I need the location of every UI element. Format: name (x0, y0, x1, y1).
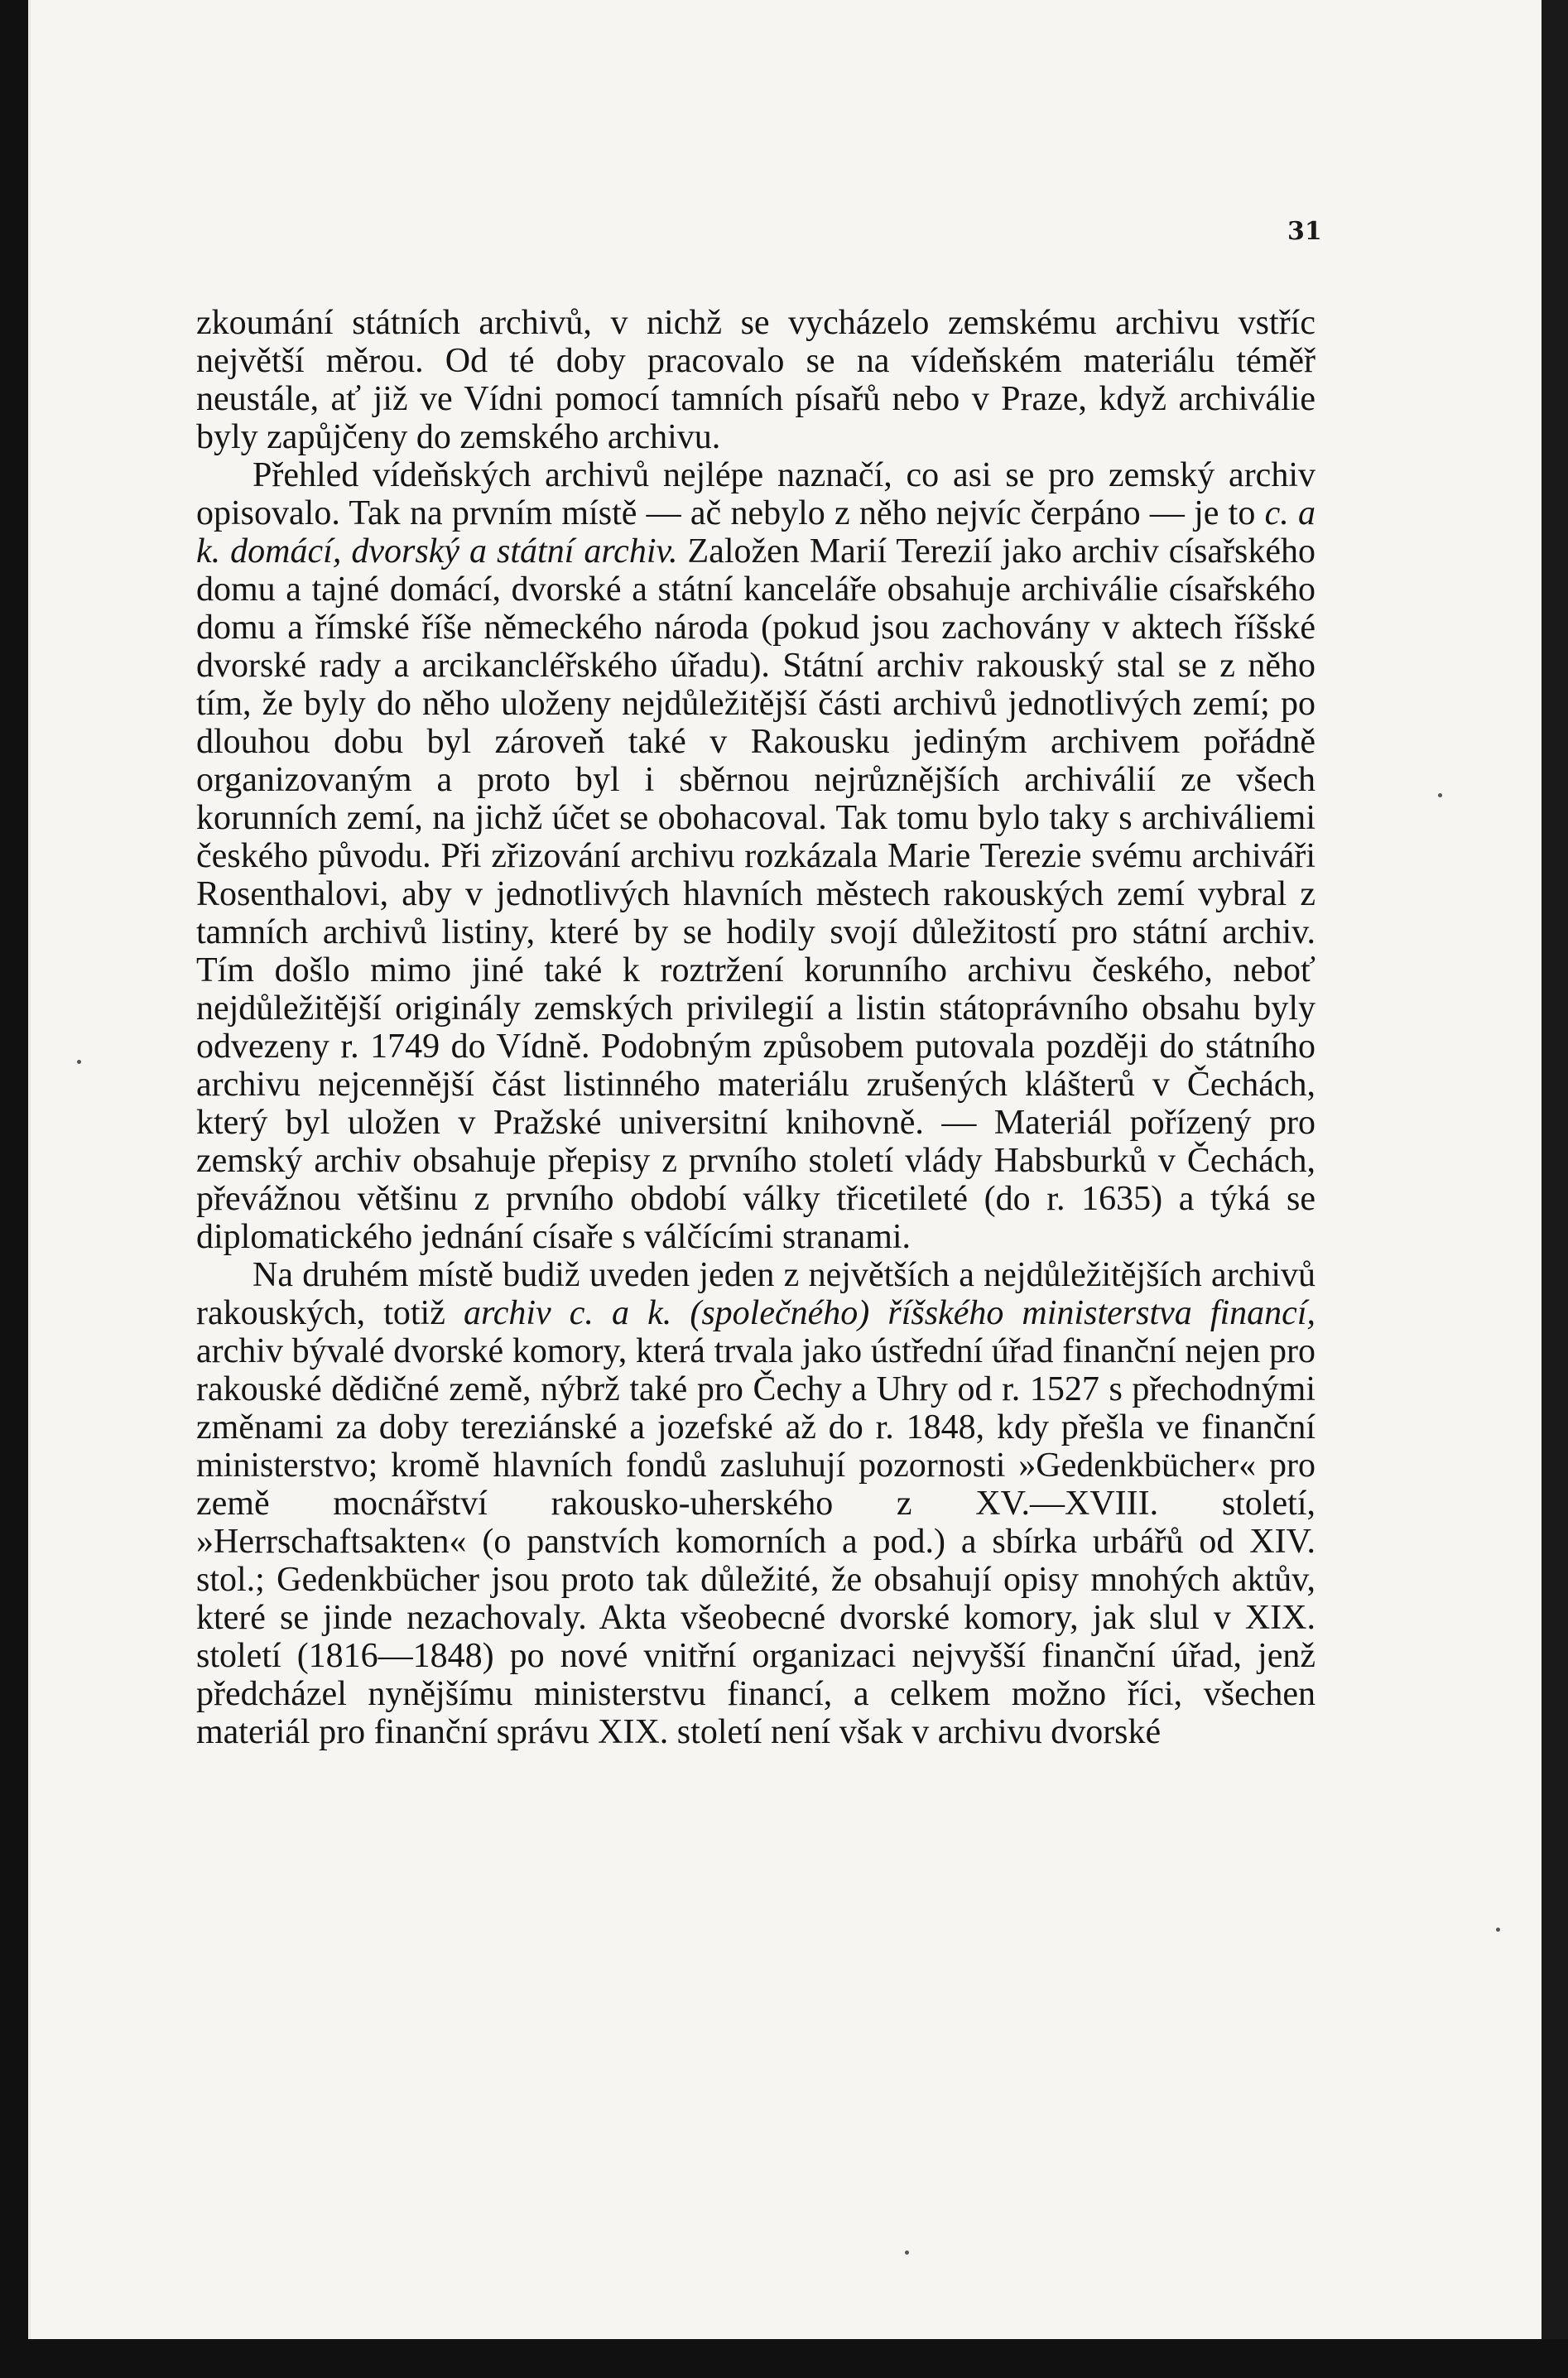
scan-left-edge (0, 0, 28, 2378)
scan-speck (1496, 1928, 1500, 1932)
paragraph-1 (196, 304, 1315, 456)
paragraph-2-emphasis: c. a k. domácí, dvorský a státní archiv. (196, 494, 1315, 570)
paragraph-3-emphasis: archiv c. a k. (společného) říšského ministerstva financí, (463, 1294, 1315, 1332)
scan-speck (905, 2250, 909, 2255)
scan-bottom-edge (0, 2339, 1568, 2378)
paragraph-2-text-a: Přehled vídeňských archivů nejlépe naznačí, co asi se pro zemský archiv opisovalo. Tak na prvním místě — ač nebylo z něho nejvíc čerpáno — je to (196, 456, 1315, 532)
body-text (196, 304, 1315, 1751)
paragraph-3-text-a: Na druhém místě budiž uveden jeden z největších a nejdůležitějších archivů rakouských, totiž (196, 1256, 1315, 1332)
paragraph-1-text: zkoumání státních archivů, v nichž se vycházelo zemskému archivu vstříc největší měrou. Od té doby pracovalo se na vídeňském materiálu téměř neustále, ať již ve Vídni pomocí tamních písařů nebo v Praze, když archiválie byly zapůjčeny do zemského archivu. (196, 304, 1315, 456)
paragraph-2 (196, 456, 1315, 1256)
paragraph-3-text-b: archiv bývalé dvorské komory, která trvala jako ústřední úřad finanční nejen pro rakouské dědičné země, nýbrž také pro Čechy a Uhry od r. 1527 s přechodnými změnami za doby tereziánské a jozefské až do r. 1848, kdy přešla ve finanční ministerstvo; kromě hlavních fondů zasluhují pozornosti »Gedenkbücher« pro země mocnářství rakousko-uherského z XV.—XVIII. století, »Herrschaftsakten« (o panstvích komorních a pod.) a sbírka urbářů od XIV. stol.; Gedenkbücher jsou proto tak důležité, že obsahují opisy mnohých aktův, které se jinde nezachovaly. Akta všeobecné dvorské komory, jak slul v XIX. století (1816—1848) po nové vnitřní organizaci nejvyšší finanční úřad, jenž předcházel nynějšímu ministerstvu financí, a celkem možno říci, všechen materiál pro finanční správu XIX. století není však v archivu dvorské (196, 1332, 1315, 1751)
paragraph-2-text-b: Založen Marií Terezií jako archiv císařského domu a tajné domácí, dvorské a státní kanceláře obsahuje archiválie císařského domu a římské říše německého národa (pokud jsou zachovány v aktech říšské dvorské rady a arcikancléřského úřadu). Státní archiv rakouský stal se z něho tím, že byly do něho uloženy nejdůležitější části archivů jednotlivých zemí; po dlouhou dobu byl zároveň také v Rakousku jediným archivem pořádně organizovaným a proto byl i sběrnou nejrůznějších archiválií ze všech korunních zemí, na jichž účet se obohacoval. Tak tomu bylo taky s archiváliemi českého původu. Při zřizování archivu rozkázala Marie Terezie svému archiváři Rosenthalovi, aby v jednotlivých hlavních městech rakouských zemí vybral z tamních archivů listiny, které by se hodily svojí důležitostí pro státní archiv. Tím došlo mimo jiné také k roztržení korunního archivu českého, neboť nejdůležitější originály zemských privilegií a listin státoprávního obsahu byly odvezeny r. 1749 do Vídně. Podobným způsobem putovala později do státního archivu nejcennější část listinného materiálu zrušených klášterů v Čechách, který byl uložen v Pražské universitní knihovně. — Materiál pořízený pro zemský archiv obsahuje přepisy z prvního století vlády Habsburků v Čechách, převážnou většinu z prvního období války třicetileté (do r. 1635) a týká se diplomatického jednání císaře s válčícími stranami. (196, 532, 1316, 1256)
book-page (28, 0, 1542, 2339)
scan-speck (77, 1060, 81, 1064)
page-number: 31 (1287, 217, 1322, 246)
paragraph-3 (196, 1256, 1315, 1751)
scan-speck (1438, 793, 1442, 797)
